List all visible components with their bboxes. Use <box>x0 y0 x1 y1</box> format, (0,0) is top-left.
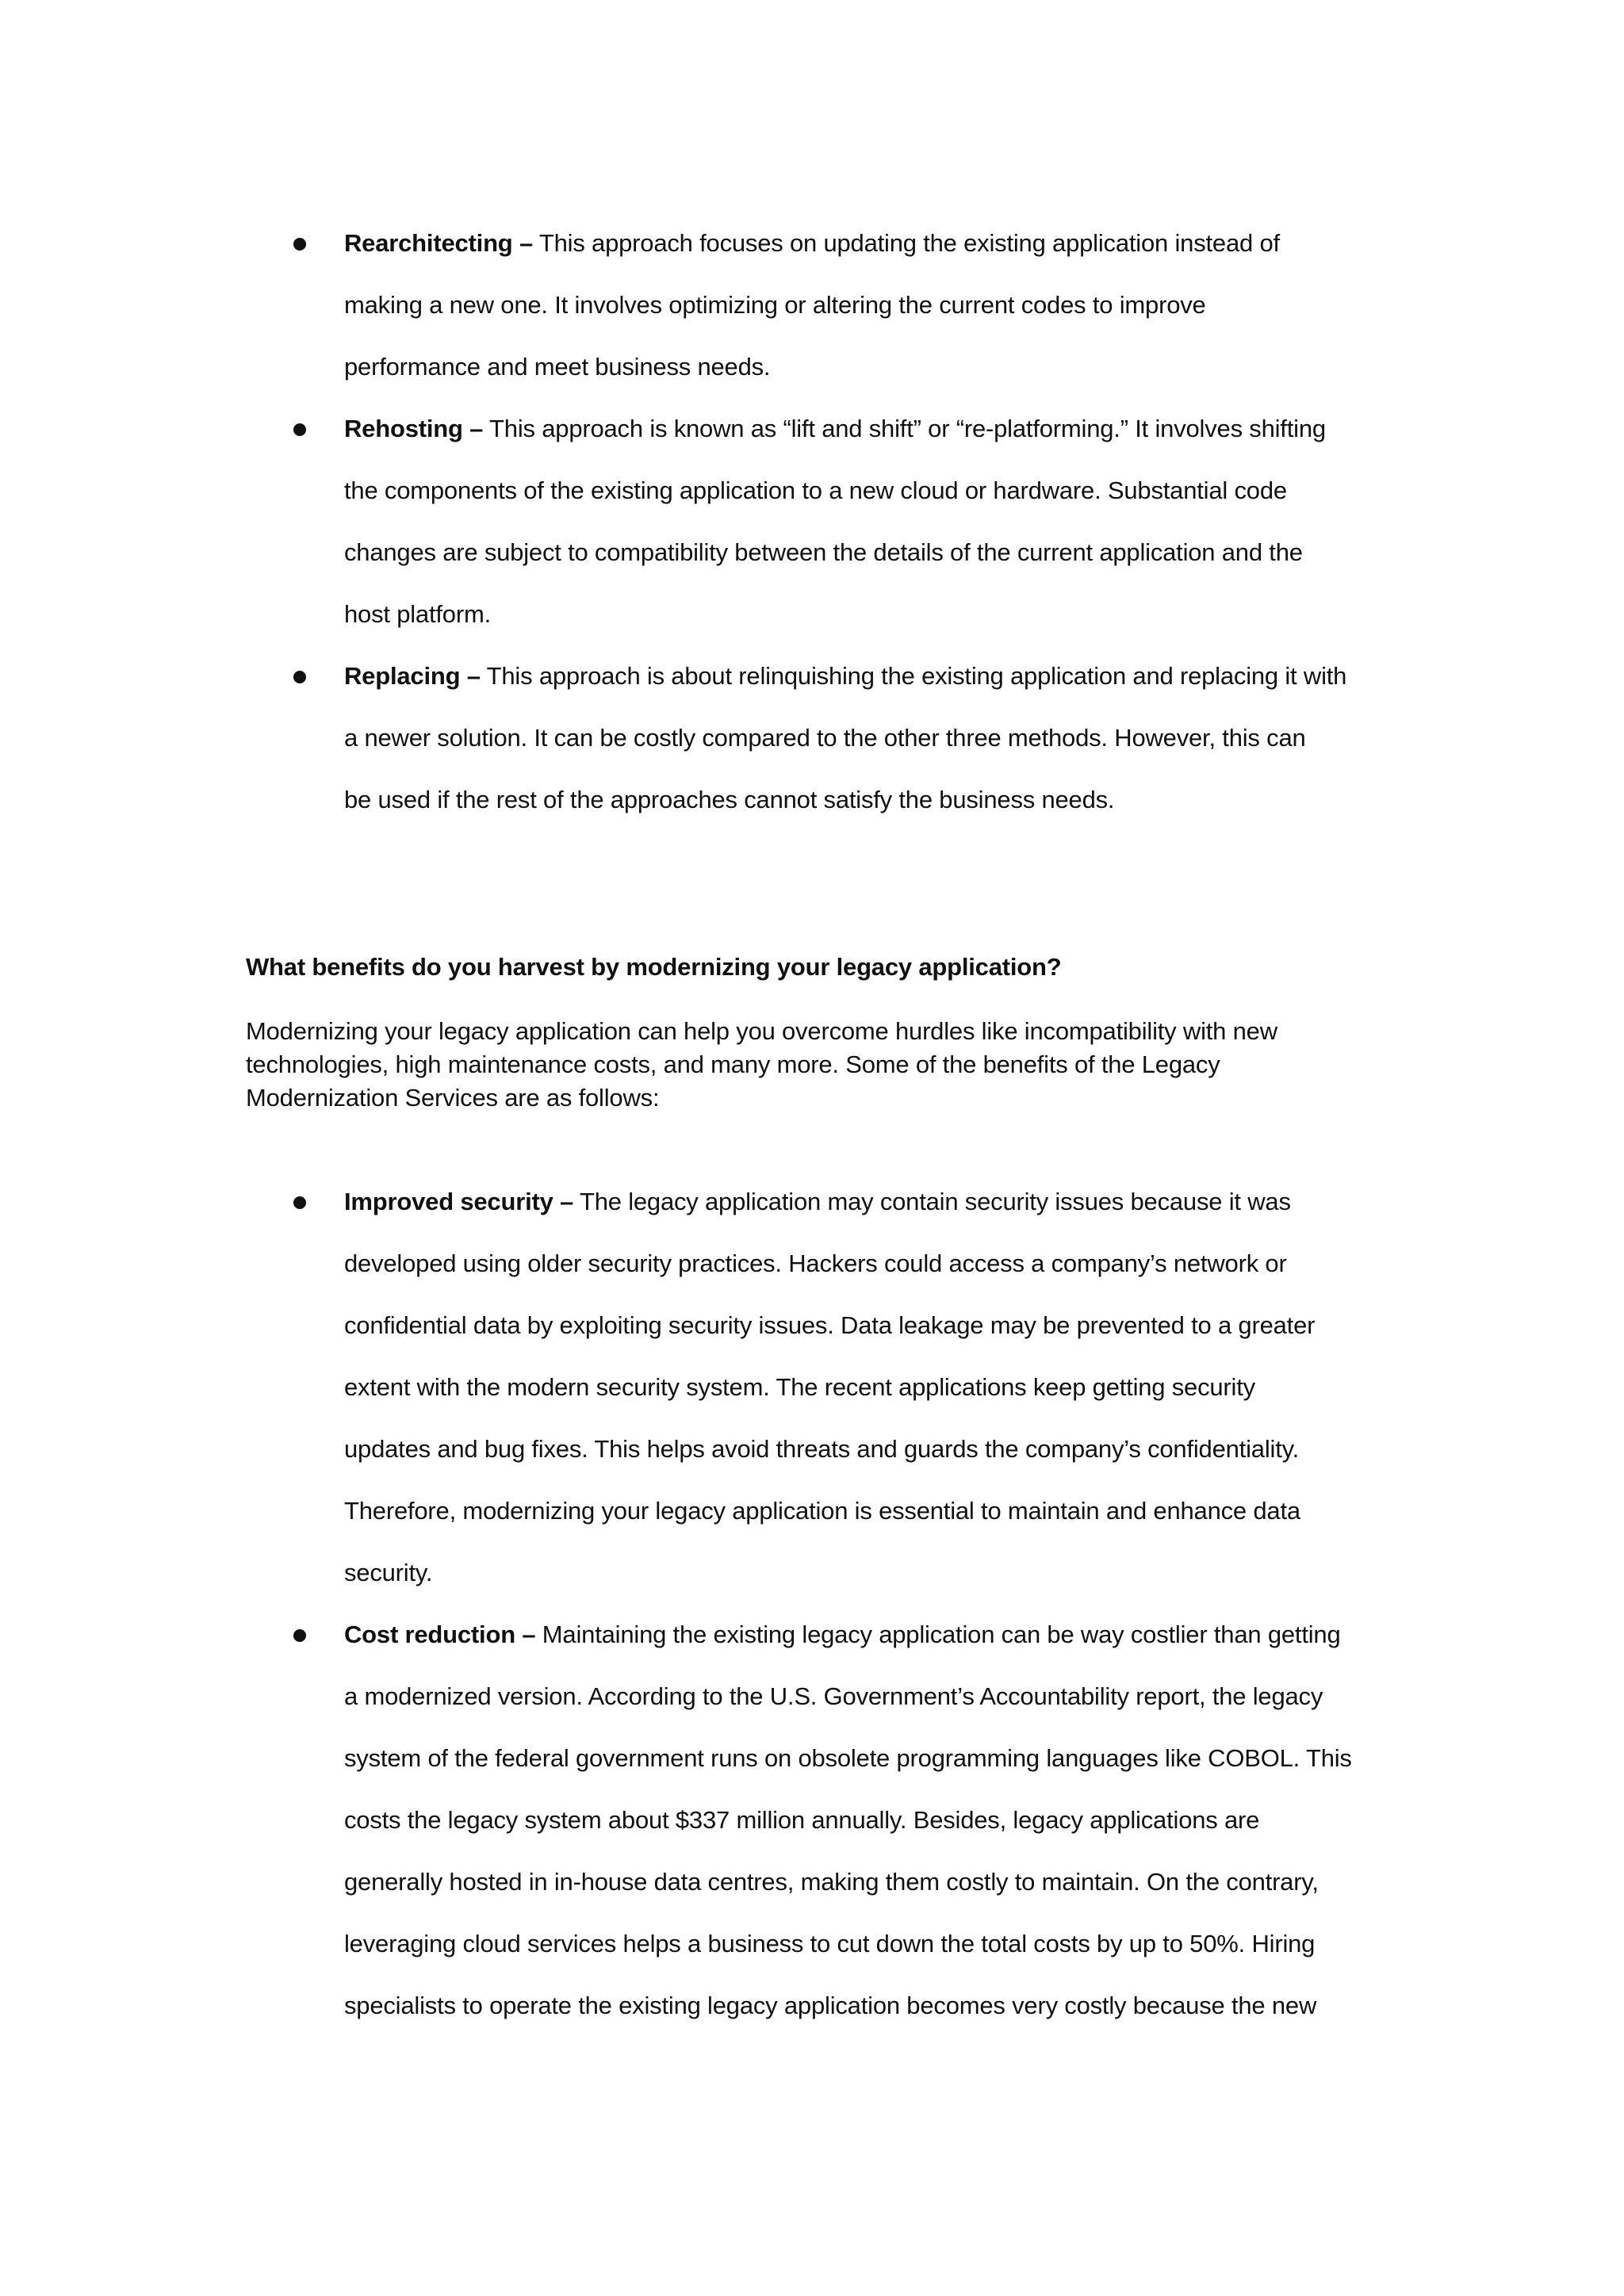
bullet-icon <box>293 1196 306 1209</box>
list-item-cost-line-7: specialists to operate the existing legacy application becomes very costly because the new <box>344 1992 1317 2019</box>
list-item-cost-line-2: a modernized version. According to the U.S. Government’s Accountability report, the legacy <box>344 1682 1323 1710</box>
list-item-security-line-4: extent with the modern security system. The recent applications keep getting security <box>344 1373 1255 1401</box>
section-heading: What benefits do you harvest by modernizing your legacy application? <box>246 953 1062 981</box>
list-item-term: Rehosting – <box>344 415 484 442</box>
list-item-replacing-line-3: be used if the rest of the approaches cannot satisfy the business needs. <box>344 786 1115 813</box>
list-item-term: Replacing – <box>344 662 481 690</box>
list-item-cost-line-6: leveraging cloud services helps a business to cut down the total costs by up to 50%. Hiring <box>344 1930 1316 1957</box>
bullet-icon <box>293 1629 306 1642</box>
list-item-term: Improved security – <box>344 1188 574 1215</box>
list-item-rearchitecting-line-1: Rearchitecting – This approach focuses on updating the existing application instead of <box>344 229 1280 257</box>
intro-line-2: technologies, high maintenance costs, and many more. Some of the benefits of the Legacy <box>246 1050 1220 1078</box>
list-item-rehosting-line-3: changes are subject to compatibility between the details of the current application and the <box>344 538 1303 566</box>
list-item-security-line-7: security. <box>344 1559 433 1586</box>
bullet-icon <box>293 238 306 251</box>
list-item-rehosting-line-4: host platform. <box>344 600 492 628</box>
list-item-cost-line-3: system of the federal government runs on obsolete programming languages like COBOL. This <box>344 1744 1352 1772</box>
list-item-rearchitecting-line-2: making a new one. It involves optimizing or altering the current codes to improve <box>344 291 1206 319</box>
list-item-rearchitecting-line-3: performance and meet business needs. <box>344 353 771 381</box>
intro-line-1: Modernizing your legacy application can help you overcome hurdles like incompatibility with new <box>246 1017 1277 1045</box>
list-item-term: Cost reduction – <box>344 1621 536 1648</box>
intro-line-3: Modernization Services are as follows: <box>246 1084 660 1112</box>
bullet-icon <box>293 423 306 436</box>
list-item-security-line-3: confidential data by exploiting security issues. Data leakage may be prevented to a greater <box>344 1311 1316 1339</box>
list-item-security-line-5: updates and bug fixes. This helps avoid threats and guards the company’s confidentiality. <box>344 1435 1300 1463</box>
list-item-cost-line-4: costs the legacy system about $337 million annually. Besides, legacy applications are <box>344 1806 1260 1834</box>
bullet-icon <box>293 671 306 683</box>
list-item-cost-line-1: Cost reduction – Maintaining the existing legacy application can be way costlier than getting <box>344 1621 1341 1648</box>
list-item-security-line-1: Improved security – The legacy application may contain security issues because it was <box>344 1188 1291 1215</box>
list-item-replacing-line-2: a newer solution. It can be costly compared to the other three methods. However, this can <box>344 724 1306 752</box>
list-item-rehosting-line-1: Rehosting – This approach is known as “lift and shift” or “re-platforming.” It involves shifting <box>344 415 1326 442</box>
list-item-rehosting-line-2: the components of the existing application to a new cloud or hardware. Substantial code <box>344 476 1287 504</box>
list-item-security-line-2: developed using older security practices. Hackers could access a company’s network or <box>344 1249 1287 1277</box>
list-item-security-line-6: Therefore, modernizing your legacy application is essential to maintain and enhance data <box>344 1497 1300 1525</box>
list-item-replacing-line-1: Replacing – This approach is about relinquishing the existing application and replacing it with <box>344 662 1347 690</box>
list-item-term: Rearchitecting – <box>344 229 533 257</box>
list-item-cost-line-5: generally hosted in in-house data centres, making them costly to maintain. On the contrary, <box>344 1868 1319 1896</box>
